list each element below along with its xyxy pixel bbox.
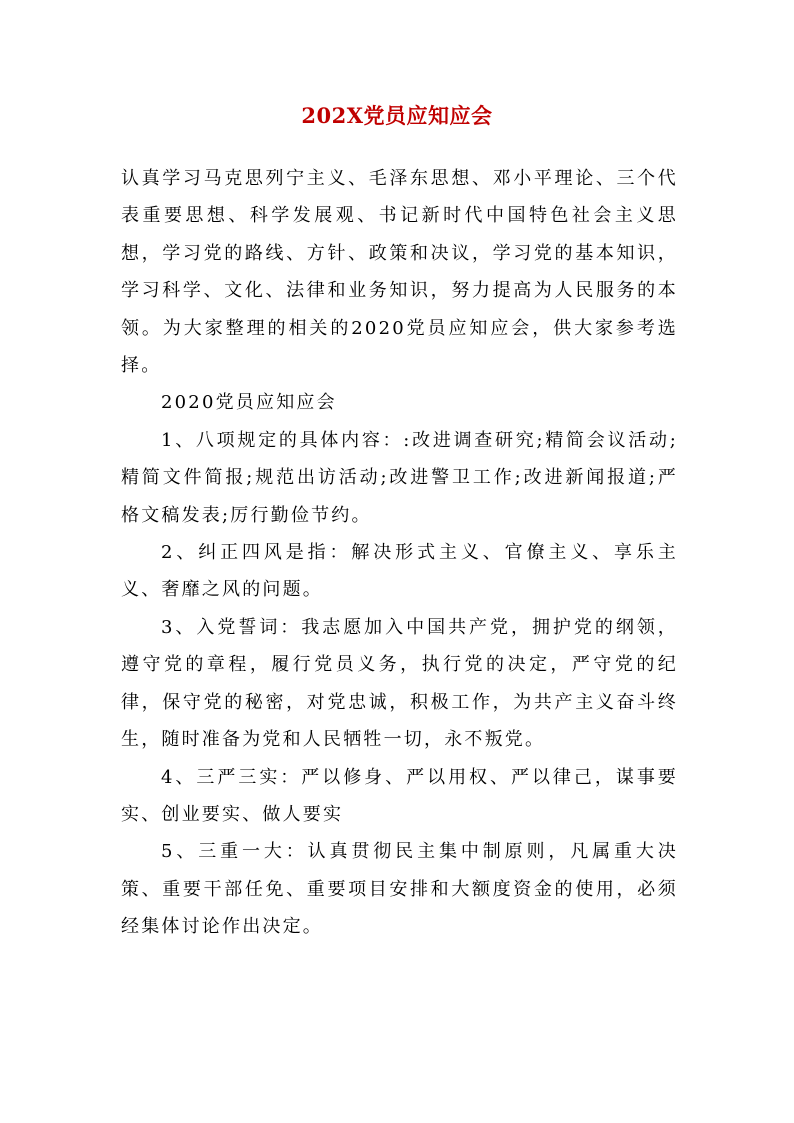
intro-paragraph: 认真学习马克思列宁主义、毛泽东思想、邓小平理论、三个代表重要思想、科学发展观、书记新时代中国特色社会主义思想，学习党的路线、方针、政策和决议，学习党的基本知识，学习科学、文化、法律和业务知识，努力提高为人民服务的本领。为大家整理的相关的2020党员应知应会，供大家参考选择。 (121, 168, 678, 377)
section-heading: 2020党员应知应会 (161, 392, 337, 414)
document-body (121, 160, 678, 946)
item-paragraph-3: 3、入党誓词：我志愿加入中国共产党，拥护党的纲领，遵守党的章程，履行党员义务，执行党的决定，严守党的纪律，保守党的秘密，对党忠诚，积极工作，为共产主义奋斗终生，随时准备为党和人民牺牲一切，永不叛党。 (121, 616, 678, 751)
document-title: 202X党员应知应会 (301, 103, 493, 128)
item-paragraph-4: 4、三严三实：严以修身、严以用权、严以律己，谋事要实、创业要实、做人要实 (121, 766, 678, 825)
item-paragraph-2: 2、纠正四风是指：解决形式主义、官僚主义、享乐主义、奢靡之风的问题。 (121, 542, 678, 601)
item-paragraph-1: 1、八项规定的具体内容：:改进调查研究;精简会议活动;精简文件简报;规范出访活动;改进警卫工作;改进新闻报道;严格文稿发表;厉行勤俭节约。 (121, 429, 678, 526)
item-paragraph-5: 5、三重一大：认真贯彻民主集中制原则，凡属重大决策、重要干部任免、重要项目安排和大额度资金的使用，必须经集体讨论作出决定。 (121, 841, 678, 938)
